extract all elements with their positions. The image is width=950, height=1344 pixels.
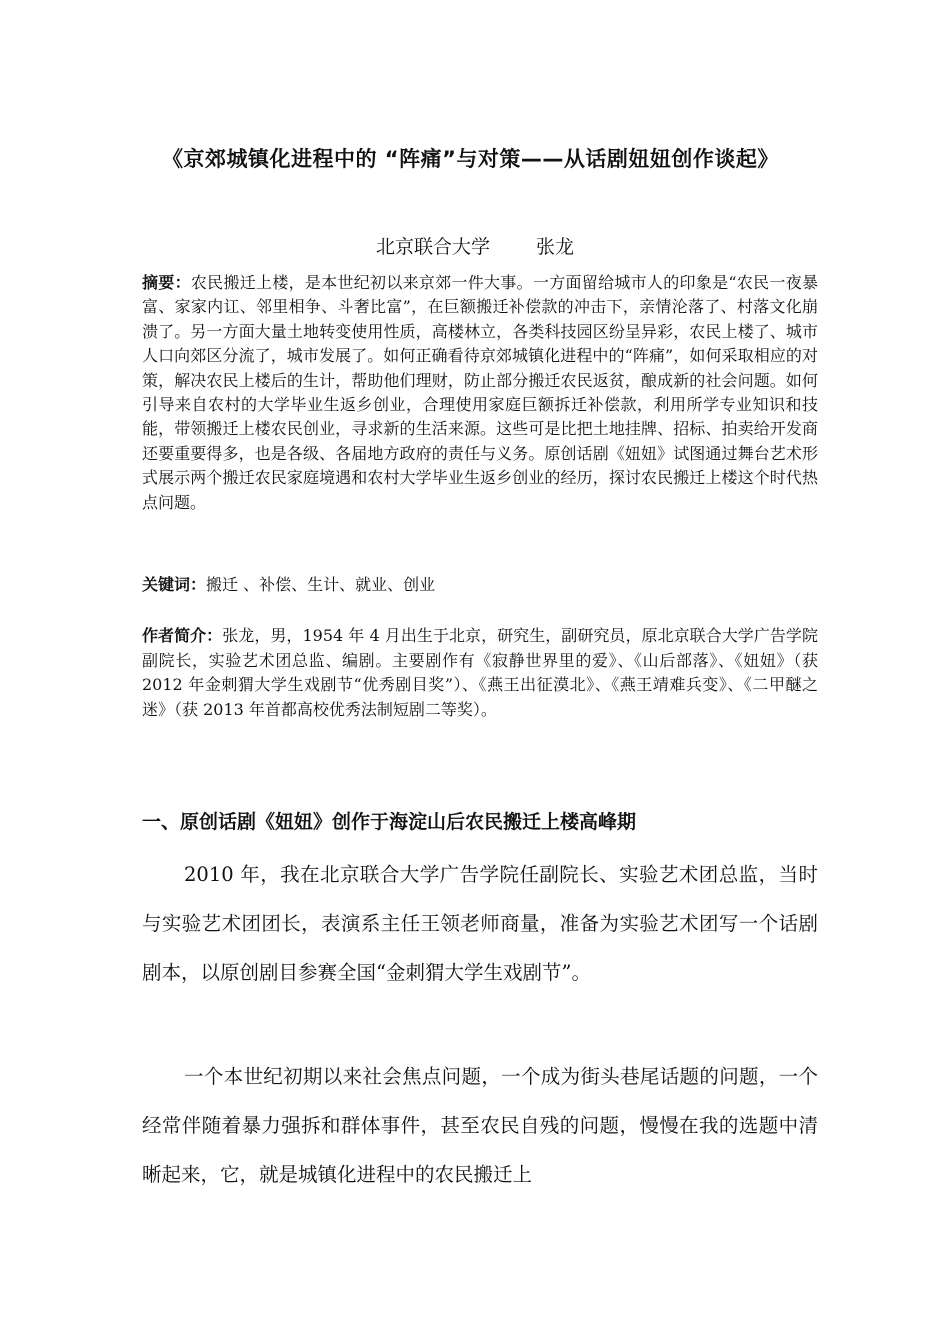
author-name: 张龙 (536, 236, 575, 258)
author-bio (142, 624, 818, 722)
bio-text: 张龙，男，1954 年 4 月出生于北京，研究生，副研究员，原北京联合大学广告学院副院长，实验艺术团总监、编剧。主要剧作有《寂静世界里的爱》、《山后部落》、《妞妞》（获 2012 年金刺猬大学生戏剧节“优秀剧目奖”）、《燕王出征漠北》、《燕王靖难兵变》、《二甲醚之迷》（获 2013 年首都高校优秀法制短剧二等奖）。 (142, 626, 818, 719)
abstract-label: 摘要： (142, 273, 191, 292)
section-heading: 一、原创话剧《妞妞》创作于海淀山后农民搬迁上楼高峰期 (142, 811, 637, 833)
author-affiliation: 北京联合大学 (375, 236, 490, 258)
keywords-text: 搬迁 、补偿、生计、就业、创业 (206, 575, 436, 594)
author-line (0, 232, 950, 262)
body-paragraph-2: 一个本世纪初期以来社会焦点问题，一个成为街头巷尾话题的问题，一个经常伴随着暴力强拆和群体事件，甚至农民自残的问题，慢慢在我的选题中清晰起来，它，就是城镇化进程中的农民搬迁上 (142, 1065, 818, 1186)
body-paragraph-1: 2010 年，我在北京联合大学广告学院任副院长、实验艺术团总监，当时与实验艺术团团长，表演系主任王领老师商量，准备为实验艺术团写一个话剧剧本，以原创剧目参赛全国“金刺猬大学生戏剧节”。 (142, 863, 818, 984)
keywords (142, 572, 818, 598)
abstract-text: 农民搬迁上楼，是本世纪初以来京郊一件大事。一方面留给城市人的印象是“农民一夜暴富、家家内讧、邻里相争、斗奢比富”，在巨额搬迁补偿款的冲击下，亲情沦落了、村落文化崩溃了。另一方面大量土地转变使用性质，高楼林立，各类科技园区纷呈异彩，农民上楼了、城市人口向郊区分流了，城市发展了。如何正确看待京郊城镇化进程中的“阵痛”，如何采取相应的对策，解决农民上楼后的生计，帮助他们理财，防止部分搬迁农民返贫，酿成新的社会问题。如何引导来自农村的大学毕业生返乡创业，合理使用家庭巨额拆迁补偿款，利用所学专业知识和技能，带领搬迁上楼农民创业，寻求新的生活来源。这些可是比把土地挂牌、招标、拍卖给开发商还要重要得多，也是各级、各届地方政府的责任与义务。原创话剧《妞妞》试图通过舞台艺术形式展示两个搬迁农民家庭境遇和农村大学毕业生返乡创业的经历，探讨农民搬迁上楼这个时代热点问题。 (142, 273, 818, 512)
keywords-label: 关键词： (142, 575, 207, 594)
document-title: 《京郊城镇化进程中的 “阵痛”与对策——从话剧妞妞创作谈起》 (162, 147, 779, 171)
bio-label: 作者简介： (142, 626, 223, 645)
abstract (142, 271, 818, 515)
